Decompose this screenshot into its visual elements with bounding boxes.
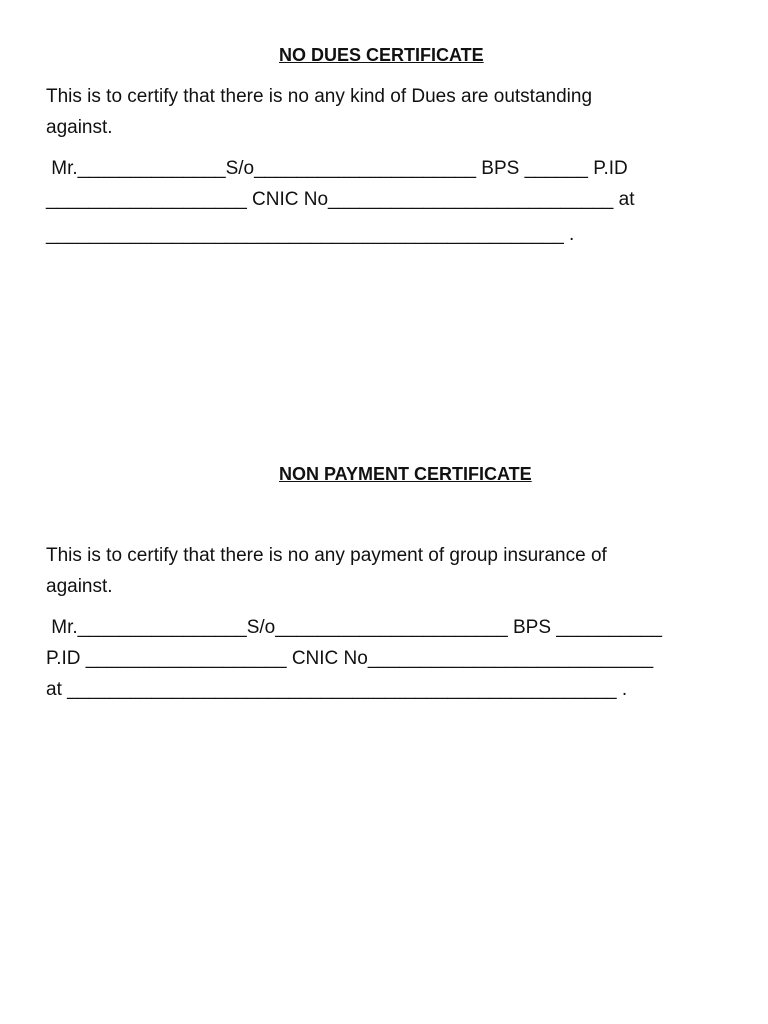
non-payment-title: NON PAYMENT CERTIFICATE xyxy=(279,464,532,484)
non-payment-line-3: Mr.________________S/o______________________ BPS __________ xyxy=(46,617,662,638)
no-dues-line-5: _________________________________________________ . xyxy=(46,224,575,245)
no-dues-line-1: This is to certify that there is no any kind of Dues are outstanding xyxy=(46,86,593,107)
non-payment-line-5: at ____________________________________________________ . xyxy=(46,679,628,700)
non-payment-line-1: This is to certify that there is no any payment of group insurance of xyxy=(46,545,607,566)
non-payment-line-2: against. xyxy=(46,576,113,597)
no-dues-title: NO DUES CERTIFICATE xyxy=(279,45,484,65)
no-dues-line-3: Mr.______________S/o_____________________ BPS ______ P.ID xyxy=(46,158,628,179)
no-dues-line-2: against. xyxy=(46,117,113,138)
no-dues-line-4: ___________________ CNIC No___________________________ at xyxy=(46,189,635,210)
non-payment-line-4: P.ID ___________________ CNIC No___________________________ xyxy=(46,648,654,669)
